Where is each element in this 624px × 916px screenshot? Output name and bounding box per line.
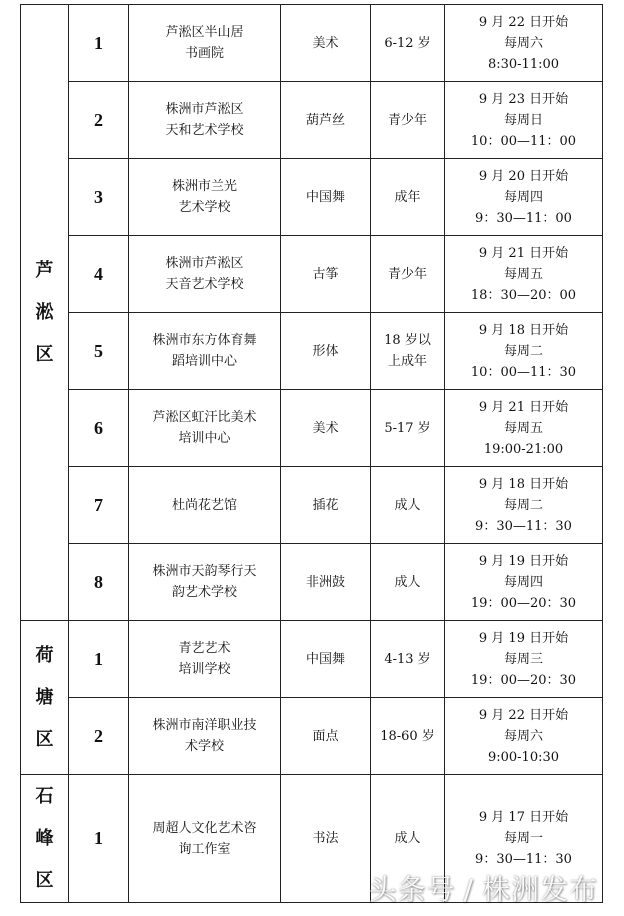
time-line: 9:00-10:30 xyxy=(487,749,560,765)
subject-cell: 非洲鼓 xyxy=(281,544,371,621)
org-cell xyxy=(129,390,281,467)
watermark xyxy=(369,868,598,908)
time-line: 每周六 xyxy=(503,728,543,744)
time-line: 9：30—11：30 xyxy=(475,852,572,867)
subject-cell: 美术 xyxy=(281,5,371,82)
time-cell xyxy=(445,467,603,544)
age-line: 4-13 岁 xyxy=(384,651,431,667)
subject-cell: 插花 xyxy=(281,467,371,544)
row-number: 2 xyxy=(69,82,129,159)
district-char: 区 xyxy=(35,728,54,750)
org-line: 株洲市芦淞区 xyxy=(165,256,244,271)
row-number: 7 xyxy=(69,467,129,544)
age-line: 成年 xyxy=(394,189,421,205)
row-number: 1 xyxy=(69,621,129,698)
age-cell xyxy=(371,544,445,621)
time-cell xyxy=(445,698,603,775)
time-line: 9 月 19 日开始 xyxy=(478,630,569,646)
age-cell xyxy=(371,313,445,390)
age-cell xyxy=(371,82,445,159)
org-line: 芦淞区虹汗比美术 xyxy=(152,410,257,425)
org-line: 株洲市东方体育舞 xyxy=(152,333,257,348)
time-line: 每周五 xyxy=(503,420,543,436)
time-line: 每周四 xyxy=(503,189,543,205)
time-line: 9 月 22 日开始 xyxy=(478,707,569,723)
subject-cell: 中国舞 xyxy=(281,621,371,698)
org-cell xyxy=(129,313,281,390)
time-line: 9 月 18 日开始 xyxy=(478,476,569,492)
district-char: 区 xyxy=(35,869,54,891)
org-line: 株洲市南洋职业技 xyxy=(152,718,257,733)
subject-cell: 形体 xyxy=(281,313,371,390)
time-line: 19:00-21:00 xyxy=(483,441,564,457)
table-row xyxy=(21,5,603,82)
district-char: 淞 xyxy=(35,301,54,323)
subject-cell: 葫芦丝 xyxy=(281,82,371,159)
table-row xyxy=(21,467,603,544)
table-row xyxy=(21,313,603,390)
org-line: 艺术学校 xyxy=(178,200,231,215)
time-line: 9：30—11：30 xyxy=(475,518,572,534)
age-line: 成人 xyxy=(394,497,421,513)
district-char: 塘 xyxy=(35,686,54,708)
time-line: 每周六 xyxy=(503,35,543,51)
age-line: 青少年 xyxy=(387,112,427,128)
watermark-left: 头条号 xyxy=(368,873,456,906)
table-row xyxy=(21,390,603,467)
org-line: 韵艺术学校 xyxy=(171,585,237,600)
time-line: 9 月 23 日开始 xyxy=(478,91,569,107)
table-row xyxy=(21,698,603,775)
time-line: 每周日 xyxy=(503,112,543,128)
district-char: 峰 xyxy=(35,827,54,849)
time-line: 9 月 22 日开始 xyxy=(478,14,569,30)
org-line: 天和艺术学校 xyxy=(165,123,244,138)
age-line: 6-12 岁 xyxy=(384,35,431,51)
org-line: 青艺艺术 xyxy=(178,641,231,656)
org-line: 询工作室 xyxy=(178,841,231,857)
time-cell xyxy=(445,544,603,621)
time-line: 8:30-11:00 xyxy=(487,56,560,72)
time-line: 每周二 xyxy=(503,497,543,513)
time-cell xyxy=(445,236,603,313)
time-line: 9 月 19 日开始 xyxy=(478,553,569,569)
age-line: 青少年 xyxy=(387,266,427,282)
district-char: 荷 xyxy=(35,644,54,666)
time-cell xyxy=(445,621,603,698)
age-cell xyxy=(371,698,445,775)
org-cell xyxy=(129,775,281,903)
subject-cell: 书法 xyxy=(281,775,371,903)
district-char: 区 xyxy=(35,343,54,365)
org-cell xyxy=(129,5,281,82)
subject-cell: 面点 xyxy=(281,698,371,775)
time-line: 9 月 18 日开始 xyxy=(478,322,569,338)
row-number: 6 xyxy=(69,390,129,467)
time-cell xyxy=(445,313,603,390)
time-line: 19：00—20：30 xyxy=(470,595,577,611)
table-row xyxy=(21,544,603,621)
time-cell xyxy=(445,5,603,82)
time-line: 9：30—11：00 xyxy=(475,210,572,226)
district-cell-shifeng xyxy=(21,775,69,903)
org-line: 株洲市兰光 xyxy=(171,179,237,194)
org-line: 术学校 xyxy=(184,739,224,754)
row-number: 3 xyxy=(69,159,129,236)
district-char: 石 xyxy=(35,785,54,807)
age-line: 成人 xyxy=(394,574,421,590)
subject-cell: 古筝 xyxy=(281,236,371,313)
age-line: 18 岁以 xyxy=(384,333,431,348)
age-line: 5-17 岁 xyxy=(384,420,431,436)
watermark-right: 株洲发布 xyxy=(481,873,598,906)
time-line: 19：00—20：30 xyxy=(470,672,577,688)
subject-cell: 美术 xyxy=(281,390,371,467)
time-line: 10：00—11：00 xyxy=(470,133,577,149)
row-number: 1 xyxy=(69,775,129,903)
age-cell xyxy=(371,467,445,544)
org-cell xyxy=(129,544,281,621)
org-line: 天音艺术学校 xyxy=(165,277,244,292)
time-line: 每周三 xyxy=(503,651,543,667)
age-line: 18-60 岁 xyxy=(380,728,435,744)
time-cell xyxy=(445,82,603,159)
age-line: 上成年 xyxy=(387,354,427,369)
org-cell xyxy=(129,698,281,775)
org-line: 蹈培训中心 xyxy=(171,354,237,369)
schedule-table-body xyxy=(21,5,603,903)
time-line: 每周五 xyxy=(503,266,543,282)
watermark-separator: / xyxy=(463,873,474,906)
org-cell xyxy=(129,159,281,236)
age-cell xyxy=(371,621,445,698)
age-line: 成人 xyxy=(394,831,421,846)
org-line: 书画院 xyxy=(184,46,224,61)
org-cell xyxy=(129,467,281,544)
table-row xyxy=(21,159,603,236)
time-line: 9 月 20 日开始 xyxy=(478,168,569,184)
district-cell-lusong xyxy=(21,5,69,621)
schedule-table xyxy=(20,4,603,903)
time-line: 9 月 21 日开始 xyxy=(478,245,569,261)
time-cell xyxy=(445,159,603,236)
org-line: 培训学校 xyxy=(178,662,231,677)
time-line: 18：30—20：00 xyxy=(470,287,577,303)
age-cell xyxy=(371,390,445,467)
row-number: 8 xyxy=(69,544,129,621)
time-line: 每周一 xyxy=(503,831,543,846)
table-row xyxy=(21,621,603,698)
time-line: 10：00—11：30 xyxy=(470,364,577,380)
org-cell xyxy=(129,621,281,698)
time-line: 9 月 21 日开始 xyxy=(478,399,569,415)
org-line: 芦淞区半山居 xyxy=(165,25,244,40)
time-cell xyxy=(445,390,603,467)
org-line: 株洲市芦淞区 xyxy=(165,102,244,117)
row-number: 5 xyxy=(69,313,129,390)
org-line: 杜尚花艺馆 xyxy=(171,497,237,513)
time-line: 9 月 17 日开始 xyxy=(478,810,569,825)
org-cell xyxy=(129,82,281,159)
age-cell xyxy=(371,5,445,82)
org-line: 培训中心 xyxy=(178,431,231,446)
org-line: 株洲市天韵琴行天 xyxy=(152,564,257,579)
time-line: 每周四 xyxy=(503,574,543,590)
age-cell xyxy=(371,236,445,313)
row-number: 4 xyxy=(69,236,129,313)
org-line: 周超人文化艺术咨 xyxy=(152,820,257,836)
subject-cell: 中国舞 xyxy=(281,159,371,236)
table-row xyxy=(21,82,603,159)
district-cell-hetang xyxy=(21,621,69,775)
table-row xyxy=(21,236,603,313)
org-cell xyxy=(129,236,281,313)
age-cell xyxy=(371,159,445,236)
time-line: 每周二 xyxy=(503,343,543,359)
row-number: 2 xyxy=(69,698,129,775)
row-number: 1 xyxy=(69,5,129,82)
district-char: 芦 xyxy=(35,259,54,281)
